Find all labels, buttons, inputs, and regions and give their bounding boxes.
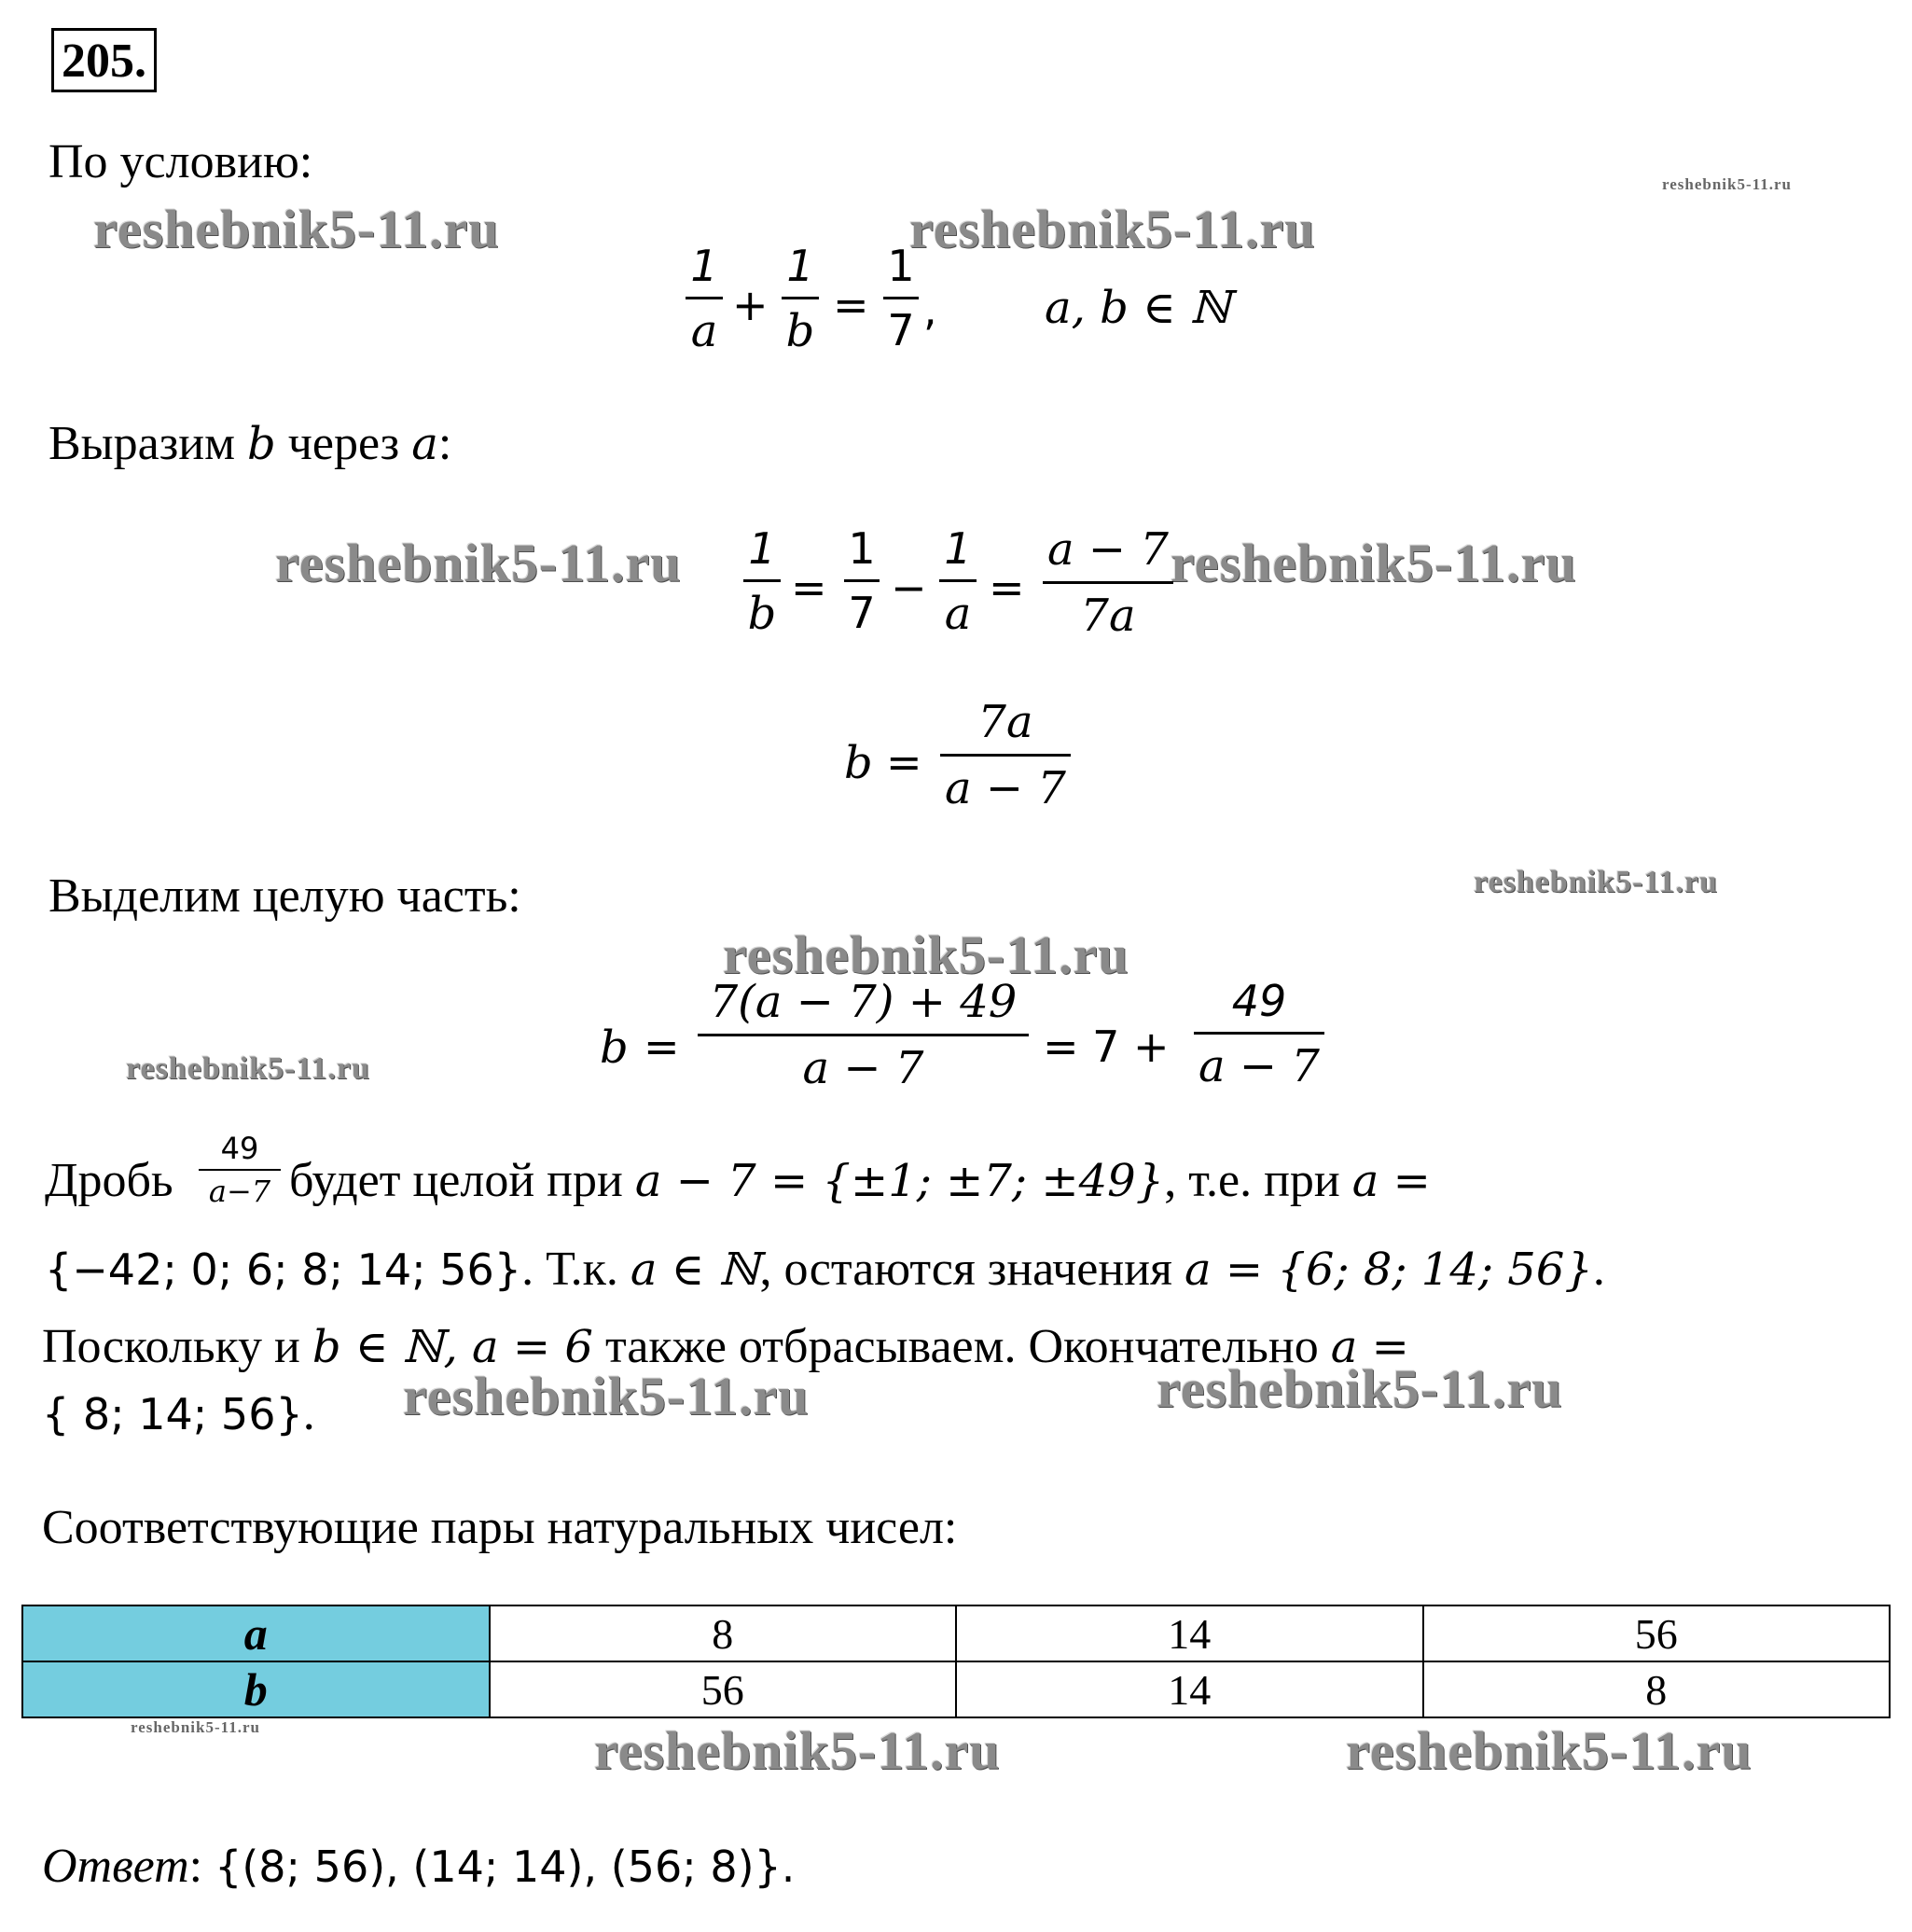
denominator: a−7 <box>208 1174 271 1209</box>
var-b: b <box>246 418 276 470</box>
denominator: 7 <box>887 305 915 355</box>
var-b: b <box>600 1022 629 1074</box>
para-line-1-start: Дробь <box>45 1154 173 1207</box>
numerator: a − 7 <box>1047 523 1169 576</box>
fraction-bar <box>940 754 1071 757</box>
equals-sign: = <box>886 737 922 787</box>
numerator: 1 <box>748 523 776 574</box>
fraction-49-over-a-minus-7-inline <box>199 1131 281 1209</box>
denominator: a − 7 <box>802 1042 924 1094</box>
table-cell: 14 <box>956 1661 1423 1717</box>
numerator: 1 <box>690 241 718 291</box>
problem-number: 205. <box>51 28 157 92</box>
numerator: 1 <box>944 523 972 574</box>
answer-value: {(8; 56), (14; 14), (56; 8)}. <box>215 1842 796 1892</box>
equals-sign: = <box>791 563 827 613</box>
numerator: 7(a − 7) + 49 <box>709 976 1018 1028</box>
row-header: a <box>22 1605 490 1661</box>
table-cell: 56 <box>1423 1605 1891 1661</box>
math-expression: a = {6; 8; 14; 56} <box>1184 1244 1593 1296</box>
answer-label: Ответ <box>42 1840 189 1893</box>
numerator: 1 <box>786 241 814 291</box>
math-expression: a = <box>1351 1155 1431 1207</box>
para-text: Поскольку и <box>42 1320 300 1373</box>
answer-line <box>42 1842 795 1891</box>
fraction-49-over-a-minus-7 <box>1194 976 1324 1092</box>
equals-sign: = <box>989 563 1025 613</box>
fraction-bar <box>1194 1032 1324 1035</box>
para-text: , т.е. при <box>1164 1154 1340 1207</box>
numerator: 1 <box>887 241 915 291</box>
para-line-3 <box>42 1320 1409 1373</box>
watermark-text: reshebnik5-11.ru <box>723 924 1129 985</box>
plus-sign: + <box>732 280 769 330</box>
var-b: b <box>844 737 873 789</box>
table-cell: 56 <box>490 1661 957 1717</box>
watermark-text: reshebnik5-11.ru <box>131 1718 260 1736</box>
para-text: , остаются значения <box>759 1243 1172 1296</box>
watermark-text: reshebnik5-11.ru <box>93 199 500 259</box>
table-cell: 14 <box>956 1605 1423 1661</box>
fraction-bar <box>199 1169 281 1171</box>
fraction-bar <box>782 297 819 299</box>
math-expression: b ∈ ℕ, a = 6 <box>312 1321 593 1373</box>
watermark-text: reshebnik5-11.ru <box>1171 533 1577 593</box>
math-expression: a − 7 = {±1; ±7; ±49} <box>634 1155 1165 1207</box>
fraction-bar <box>743 579 781 582</box>
pairs-text: Соответствующие пары натуральных чисел: <box>42 1501 958 1554</box>
watermark-text: reshebnik5-11.ru <box>1662 175 1792 193</box>
minus-sign: − <box>891 563 927 613</box>
denominator: 7 <box>848 588 876 638</box>
math-expression: a ∈ ℕ <box>630 1244 760 1296</box>
numerator: 7a <box>977 696 1033 748</box>
fraction-bar <box>1043 581 1173 584</box>
express-pre: Выразим <box>48 417 247 470</box>
watermark-text: reshebnik5-11.ru <box>126 1051 370 1086</box>
fraction-1-over-b <box>743 523 781 640</box>
para-text: будет целой при <box>289 1154 623 1207</box>
denominator: b <box>785 305 815 357</box>
fraction-bar <box>686 297 723 299</box>
fraction-bar <box>698 1034 1029 1036</box>
para-text: . <box>1592 1243 1605 1296</box>
watermark-text: reshebnik5-11.ru <box>1346 1720 1753 1781</box>
table-cell: 8 <box>1423 1661 1891 1717</box>
watermark-text: reshebnik5-11.ru <box>403 1366 810 1426</box>
domain-condition: a, b ∈ ℕ <box>1045 282 1231 334</box>
fraction-bar <box>939 579 977 582</box>
integer-part-text: Выделим целую часть: <box>48 869 521 923</box>
watermark-text: reshebnik5-11.ru <box>1157 1358 1563 1419</box>
math-expression: { 8; 14; 56} <box>42 1389 303 1439</box>
denominator: a − 7 <box>945 762 1066 814</box>
express-post: : <box>437 417 452 470</box>
denominator: a <box>690 305 718 357</box>
equals-sign: = <box>833 280 869 330</box>
answer-colon: : <box>188 1840 203 1893</box>
table-row <box>22 1661 1890 1717</box>
fraction-1-over-a <box>939 523 977 640</box>
fraction-a-minus-7-over-7a <box>1043 523 1173 642</box>
row-header: b <box>22 1661 490 1717</box>
equals-sign: = <box>644 1022 680 1072</box>
para-text: . <box>302 1387 315 1440</box>
comma: , <box>923 285 937 335</box>
watermark-text: reshebnik5-11.ru <box>594 1720 1001 1781</box>
fraction-1-over-7 <box>883 241 919 355</box>
denominator: 7a <box>1080 590 1136 642</box>
para-line-4 <box>42 1387 315 1440</box>
intro-text: По условию: <box>48 135 313 188</box>
table-row <box>22 1605 1890 1661</box>
fraction-7a-over-a-minus-7 <box>940 696 1071 814</box>
watermark-text: reshebnik5-11.ru <box>275 533 682 593</box>
para-line-2 <box>45 1245 1605 1294</box>
para-line-1 <box>289 1154 1431 1207</box>
express-text <box>48 417 452 470</box>
numerator: 49 <box>220 1131 259 1166</box>
math-expression: {−42; 0; 6; 8; 14; 56} <box>45 1244 522 1295</box>
denominator: a <box>944 588 972 640</box>
fraction-1-over-b <box>782 241 819 357</box>
rhs-seven-plus: = 7 + <box>1043 1022 1170 1072</box>
fraction-bar <box>844 579 880 582</box>
fraction-1-over-7 <box>844 523 880 638</box>
var-a: a <box>411 418 438 470</box>
denominator: b <box>747 588 777 640</box>
para-text: . Т.к. <box>521 1243 618 1296</box>
fraction-1-over-a <box>686 241 723 357</box>
para-text: также отбрасываем. Окончательно <box>604 1320 1319 1373</box>
numerator: 1 <box>848 523 876 574</box>
denominator: a − 7 <box>1198 1040 1320 1092</box>
table-cell: 8 <box>490 1605 957 1661</box>
fraction-7a-minus-7-plus-49 <box>698 976 1029 1094</box>
watermark-text: reshebnik5-11.ru <box>1474 865 1718 899</box>
fraction-bar <box>883 297 919 299</box>
watermark-text: reshebnik5-11.ru <box>909 199 1316 259</box>
math-expression: a = <box>1330 1321 1409 1373</box>
express-mid: через <box>275 417 412 470</box>
numerator: 49 <box>1231 976 1287 1026</box>
pairs-table <box>21 1605 1891 1718</box>
